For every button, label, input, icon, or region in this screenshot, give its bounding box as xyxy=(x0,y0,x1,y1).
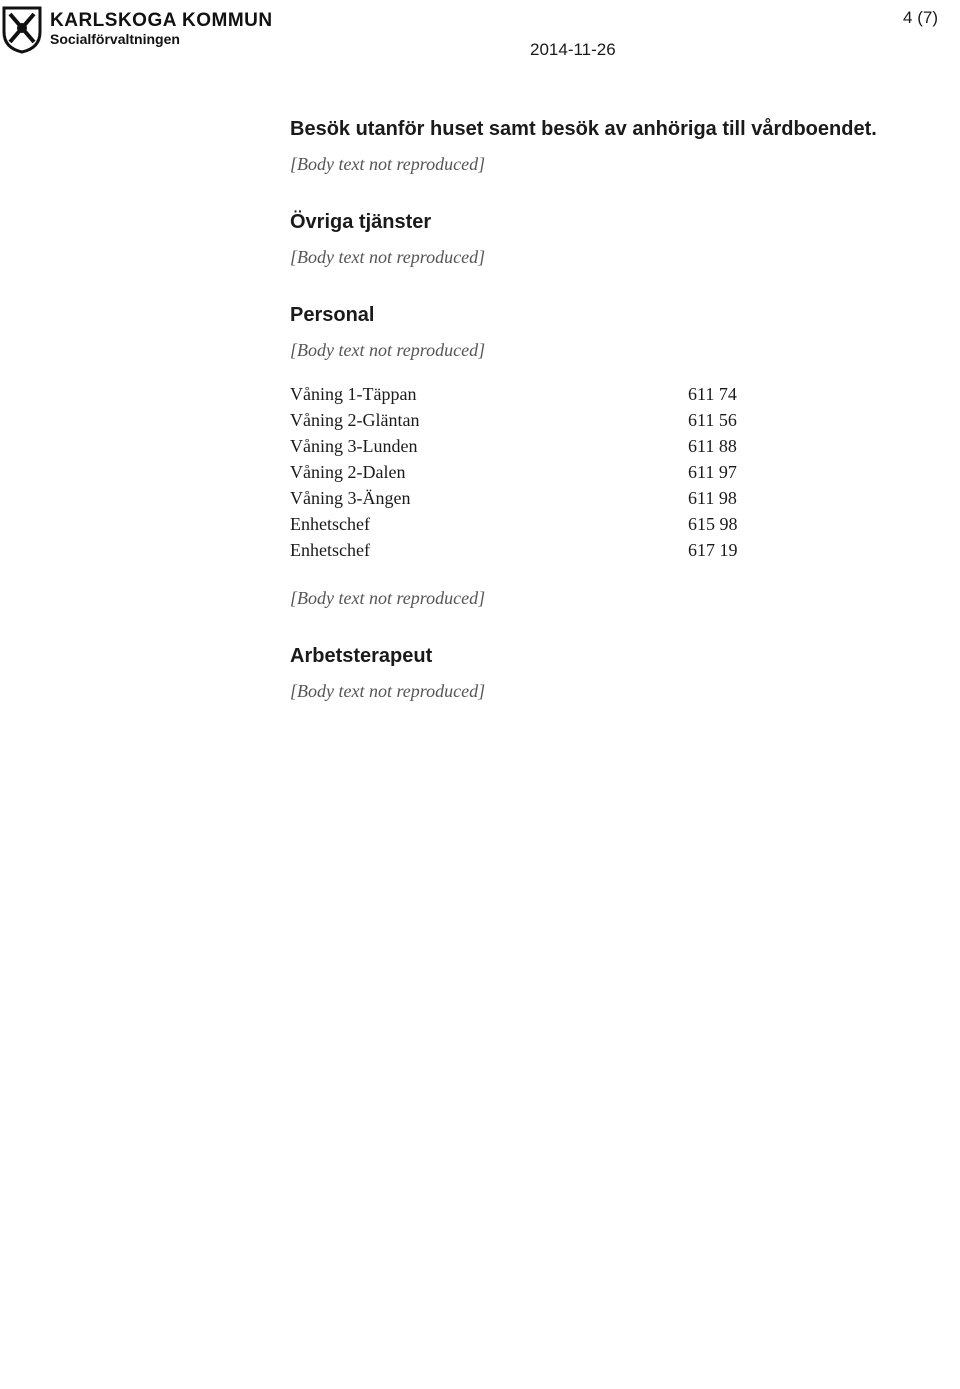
section-visits xyxy=(290,118,950,177)
phone-unit: Våning 3-Ängen xyxy=(290,487,411,508)
document-body xyxy=(290,118,950,738)
phone-unit: Enhetschef xyxy=(290,539,370,560)
phone-unit: Våning 3-Lunden xyxy=(290,435,418,456)
phone-number: 615 98 xyxy=(688,513,738,534)
body-placeholder: [Body text not reproduced] xyxy=(290,340,486,360)
karlskoga-logo xyxy=(0,4,273,54)
phone-unit: Enhetschef xyxy=(290,513,370,534)
phone-unit: Våning 2-Gläntan xyxy=(290,409,420,430)
phone-number: 611 88 xyxy=(688,435,737,456)
section-staff xyxy=(290,304,950,611)
section-heading: Besök utanför huset samt besök av anhöriga till vårdboendet. xyxy=(290,118,877,140)
phone-number: 611 97 xyxy=(688,461,737,482)
section-heading: Personal xyxy=(290,304,375,326)
phone-row xyxy=(290,511,738,537)
phone-list xyxy=(290,381,738,563)
phone-number: 611 56 xyxy=(688,409,737,430)
phone-row xyxy=(290,485,738,511)
body-placeholder: [Body text not reproduced] xyxy=(290,247,486,267)
document-date: 2014-11-26 xyxy=(530,40,616,59)
phone-row xyxy=(290,433,738,459)
page-number: 4 (7) xyxy=(903,8,938,27)
body-placeholder: [Body text not reproduced] xyxy=(290,154,486,174)
section-occupational-therapist xyxy=(290,645,950,704)
section-other-services xyxy=(290,211,950,270)
coat-of-arms-icon xyxy=(0,4,44,54)
section-heading: Övriga tjänster xyxy=(290,211,432,233)
phone-row xyxy=(290,537,738,563)
phone-number: 611 98 xyxy=(688,487,737,508)
phone-number: 611 74 xyxy=(688,383,737,404)
section-heading: Arbetsterapeut xyxy=(290,645,433,667)
body-placeholder: [Body text not reproduced] xyxy=(290,588,486,608)
department-name: Socialförvaltningen xyxy=(50,30,180,47)
page-header xyxy=(0,0,960,70)
phone-number: 617 19 xyxy=(688,539,738,560)
logo-text xyxy=(50,11,273,47)
phone-row xyxy=(290,459,738,485)
phone-row xyxy=(290,381,738,407)
body-placeholder: [Body text not reproduced] xyxy=(290,681,486,701)
phone-unit: Våning 2-Dalen xyxy=(290,461,406,482)
org-name: KARLSKOGA KOMMUN xyxy=(50,9,273,31)
phone-row xyxy=(290,407,738,433)
phone-unit: Våning 1-Täppan xyxy=(290,383,417,404)
